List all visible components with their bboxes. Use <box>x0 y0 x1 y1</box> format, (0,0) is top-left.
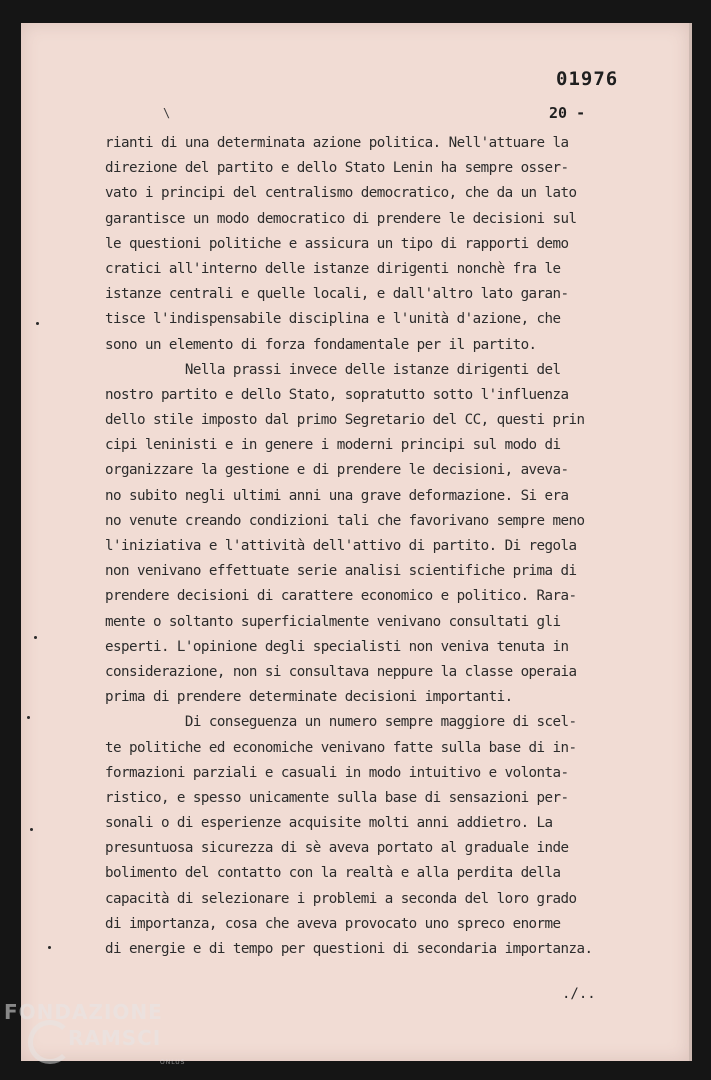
fondazione-gramsci-watermark <box>4 1000 186 1066</box>
binding-hole-mark <box>27 716 30 719</box>
binding-hole-mark <box>48 946 51 949</box>
text-line: capacità di selezionare i problemi a seconda del loro grado <box>105 890 577 907</box>
watermark-sub: ONLUS <box>160 1059 186 1066</box>
text-line: no subito negli ultimi anni una grave deformazione. Si era <box>105 487 569 504</box>
text-line: Nella prassi invece delle istanze dirigenti del <box>105 361 561 378</box>
text-line: formazioni parziali e casuali in modo intuitivo e volonta- <box>105 764 569 781</box>
text-line: garantisce un modo democratico di prendere le decisioni sul <box>105 210 577 227</box>
text-line: Di conseguenza un numero sempre maggiore di scel- <box>105 714 577 731</box>
text-line: ristico, e spesso unicamente sulla base di sensazioni per- <box>105 789 569 806</box>
text-line: mente o soltanto superficialmente venivano consultati gli <box>105 613 561 630</box>
text-line: vato i principi del centralismo democratico, che da un lato <box>105 185 577 202</box>
text-line: le questioni politiche e assicura un tipo di rapporti demo <box>105 235 569 252</box>
paper-edge <box>689 23 692 1061</box>
text-line: prendere decisioni di carattere economico e politico. Rara- <box>105 588 577 605</box>
watermark-line-1: FONDAZIONE <box>4 1000 163 1024</box>
text-line: bolimento del contatto con la realtà e alla perdita della <box>105 865 561 882</box>
continuation-mark: ./.. <box>562 986 596 1002</box>
text-line: non venivano effettuate serie analisi scientifiche prima di <box>105 563 577 580</box>
text-line: presuntuosa sicurezza di sè aveva portato al graduale inde <box>105 840 569 857</box>
typed-body-text <box>105 131 645 962</box>
text-line: cipi leninisti e in genere i moderni principi sul modo di <box>105 437 561 454</box>
text-line: sonali o di esperienze acquisite molti anni addietro. La <box>105 815 553 832</box>
text-line: te politiche ed economiche venivano fatte sulla base di in- <box>105 739 577 756</box>
binding-hole-mark <box>36 322 39 325</box>
watermark-line-2: RAMSCI <box>68 1026 162 1050</box>
text-line: no venute creando condizioni tali che favorivano sempre meno <box>105 512 585 529</box>
text-line: tisce l'indispensabile disciplina e l'unità d'azione, che <box>105 311 561 328</box>
text-line: dello stile imposto dal primo Segretario del CC, questi prin <box>105 412 585 429</box>
text-line: prima di prendere determinate decisioni importanti. <box>105 689 513 706</box>
text-line: di energie e di tempo per questioni di secondaria importanza. <box>105 941 593 957</box>
stray-typed-mark: \ <box>163 106 171 120</box>
archive-number: 01976 <box>556 68 619 90</box>
text-line: l'iniziativa e l'attività dell'attivo di partito. Di regola <box>105 538 577 554</box>
text-line: sono un elemento di forza fondamentale per il partito. <box>105 336 537 353</box>
text-line: nostro partito e dello Stato, sopratutto sotto l'influenza <box>105 386 569 403</box>
text-line: cratici all'interno delle istanze dirigenti nonchè fra le <box>105 260 561 277</box>
text-line: rianti di una determinata azione politica. Nell'attuare la <box>105 135 569 151</box>
text-line: organizzare la gestione e di prendere le decisioni, aveva- <box>105 462 569 479</box>
watermark-g-ring <box>28 1020 72 1064</box>
binding-hole-mark <box>34 636 37 639</box>
text-line: direzione del partito e dello Stato Lenin ha sempre osser- <box>105 160 569 177</box>
text-line: esperti. L'opinione degli specialisti non veniva tenuta in <box>105 638 569 655</box>
text-line: istanze centrali e quelle locali, e dall'altro lato garan- <box>105 286 569 303</box>
page-number: 20 - <box>549 104 586 122</box>
text-line: considerazione, non si consultava neppure la classe operaia <box>105 663 577 680</box>
binding-hole-mark <box>30 828 33 831</box>
text-line: di importanza, cosa che aveva provocato uno spreco enorme <box>105 915 561 932</box>
